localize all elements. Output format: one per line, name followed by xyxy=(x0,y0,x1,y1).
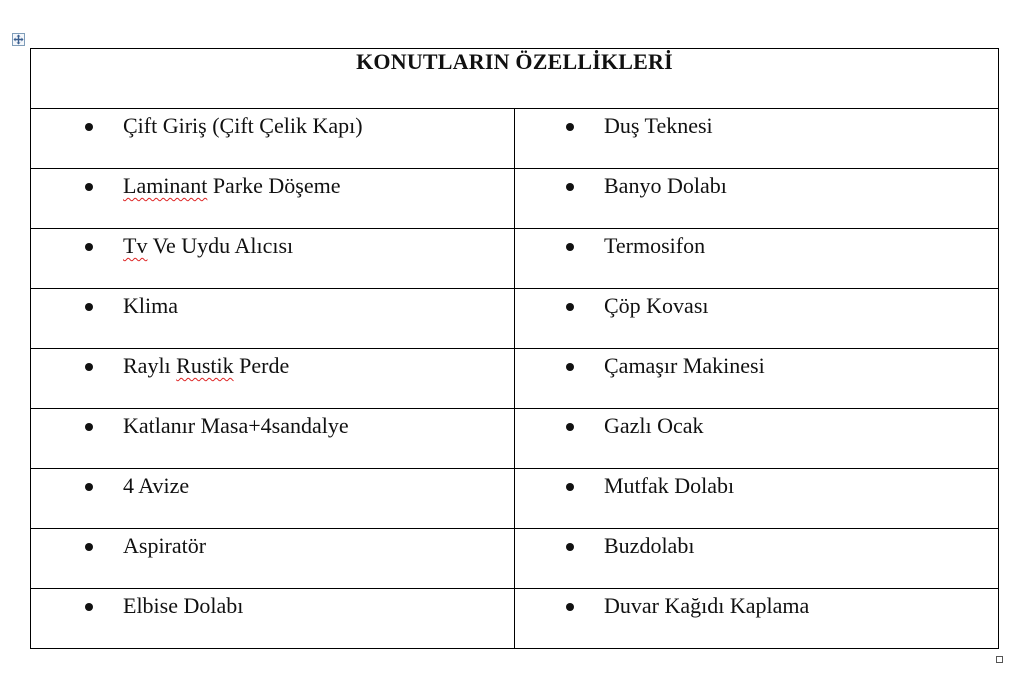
features-table xyxy=(30,48,999,649)
bullet-icon xyxy=(566,423,574,431)
feature-label-text: Banyo Dolabı xyxy=(604,173,727,198)
list-item xyxy=(515,229,998,260)
feature-label xyxy=(123,472,189,500)
feature-cell-left[interactable] xyxy=(31,169,515,229)
bullet-icon xyxy=(566,483,574,491)
feature-label-text: 4 Avize xyxy=(123,473,190,498)
feature-label xyxy=(123,232,293,260)
bullet-icon xyxy=(85,183,93,191)
bullet-icon xyxy=(85,423,93,431)
feature-label-text: Çöp Kovası xyxy=(604,293,709,318)
feature-cell-right[interactable] xyxy=(515,349,999,409)
feature-label-text: Buzdolabı xyxy=(604,533,695,558)
bullet-icon xyxy=(566,243,574,251)
feature-label xyxy=(604,592,809,620)
spellcheck-flagged-word[interactable]: Laminant xyxy=(123,173,208,198)
feature-label-text: Ve Uydu Alıcısı xyxy=(152,233,294,258)
list-item xyxy=(31,349,514,380)
title-row xyxy=(31,49,999,109)
list-item xyxy=(31,229,514,260)
feature-label-text: Aspiratör xyxy=(123,533,207,558)
feature-label xyxy=(123,532,206,560)
table-row xyxy=(31,409,999,469)
feature-label-text: Perde xyxy=(239,353,290,378)
table-row xyxy=(31,169,999,229)
list-item xyxy=(31,289,514,320)
feature-cell-right[interactable] xyxy=(515,229,999,289)
feature-cell-left[interactable] xyxy=(31,589,515,649)
bullet-icon xyxy=(566,543,574,551)
list-item xyxy=(515,169,998,200)
feature-label-text: Duvar Kağıdı Kaplama xyxy=(604,593,810,618)
feature-label xyxy=(123,412,349,440)
list-item xyxy=(515,589,998,620)
table-row xyxy=(31,229,999,289)
list-item xyxy=(515,469,998,500)
table-row xyxy=(31,289,999,349)
feature-cell-right[interactable] xyxy=(515,589,999,649)
table-body xyxy=(31,109,999,649)
feature-label xyxy=(604,112,713,140)
table-row xyxy=(31,589,999,649)
feature-label-text: Termosifon xyxy=(604,233,706,258)
feature-cell-left[interactable] xyxy=(31,469,515,529)
spellcheck-flagged-word[interactable]: Rustik xyxy=(176,353,234,378)
feature-cell-left[interactable] xyxy=(31,229,515,289)
feature-label xyxy=(604,412,704,440)
feature-label xyxy=(123,592,243,620)
list-item xyxy=(31,169,514,200)
feature-label xyxy=(604,532,694,560)
feature-cell-left[interactable] xyxy=(31,109,515,169)
feature-label xyxy=(604,292,709,320)
table-title: KONUTLARIN ÖZELLİKLERİ xyxy=(31,49,999,109)
table-row xyxy=(31,109,999,169)
spellcheck-flagged-word[interactable]: Tv xyxy=(123,233,148,258)
table-row xyxy=(31,529,999,589)
feature-label-text: Çamaşır Makinesi xyxy=(604,353,765,378)
feature-cell-right[interactable] xyxy=(515,169,999,229)
bullet-icon xyxy=(85,243,93,251)
bullet-icon xyxy=(85,303,93,311)
feature-label-text: Gazlı Ocak xyxy=(604,413,704,438)
feature-label-prefix: Raylı xyxy=(123,353,171,378)
feature-label-text: Klima xyxy=(123,293,178,318)
feature-label-text: Elbise Dolabı xyxy=(123,593,244,618)
list-item xyxy=(31,469,514,500)
feature-label-text: Mutfak Dolabı xyxy=(604,473,735,498)
bullet-icon xyxy=(566,123,574,131)
bullet-icon xyxy=(85,363,93,371)
feature-cell-right[interactable] xyxy=(515,109,999,169)
bullet-icon xyxy=(85,603,93,611)
feature-label-text: Çift Giriş (Çift Çelik Kapı) xyxy=(123,113,363,138)
bullet-icon xyxy=(566,303,574,311)
table-row xyxy=(31,349,999,409)
feature-label xyxy=(123,352,289,380)
feature-cell-left[interactable] xyxy=(31,529,515,589)
bullet-icon xyxy=(566,363,574,371)
bullet-icon xyxy=(566,183,574,191)
feature-label xyxy=(123,292,178,320)
list-item xyxy=(31,589,514,620)
list-item xyxy=(31,109,514,140)
list-item xyxy=(515,409,998,440)
list-item xyxy=(515,109,998,140)
feature-label xyxy=(604,352,765,380)
feature-cell-right[interactable] xyxy=(515,469,999,529)
bullet-icon xyxy=(85,543,93,551)
bullet-icon xyxy=(85,483,93,491)
bullet-icon xyxy=(85,123,93,131)
feature-label-text: Duş Teknesi xyxy=(604,113,713,138)
feature-label xyxy=(604,472,734,500)
feature-cell-left[interactable] xyxy=(31,409,515,469)
feature-label xyxy=(604,232,705,260)
table-resize-handle-icon[interactable] xyxy=(996,656,1003,663)
table-row xyxy=(31,469,999,529)
list-item xyxy=(31,529,514,560)
list-item xyxy=(515,529,998,560)
feature-label-text: Parke Döşeme xyxy=(212,173,341,198)
feature-label xyxy=(123,112,363,140)
list-item xyxy=(515,349,998,380)
feature-cell-right[interactable] xyxy=(515,409,999,469)
feature-cell-right[interactable] xyxy=(515,289,999,349)
bullet-icon xyxy=(566,603,574,611)
feature-label xyxy=(604,172,727,200)
list-item xyxy=(515,289,998,320)
feature-label-text: Katlanır Masa+4sandalye xyxy=(123,413,349,438)
feature-cell-left[interactable] xyxy=(31,349,515,409)
table-move-handle-icon[interactable] xyxy=(12,33,25,46)
feature-label xyxy=(123,172,341,200)
list-item xyxy=(31,409,514,440)
feature-cell-left[interactable] xyxy=(31,289,515,349)
feature-cell-right[interactable] xyxy=(515,529,999,589)
